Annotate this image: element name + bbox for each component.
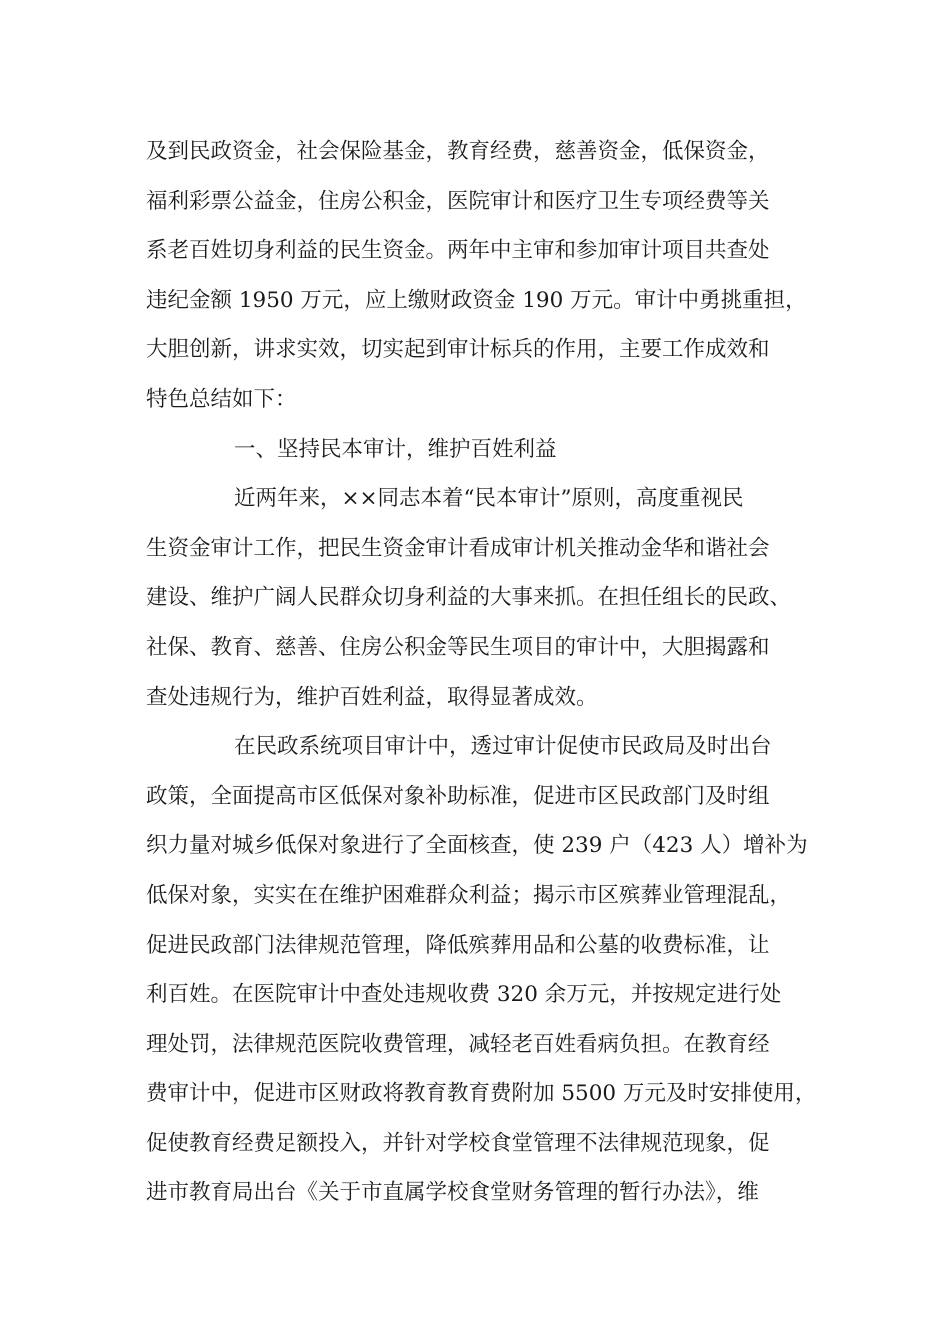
text-line: 特色总结如下： xyxy=(146,386,297,412)
text-line: 查处违规行为，维护百姓利益，取得显著成效。 xyxy=(146,684,598,710)
paragraph-first-line: 近两年来，××同志本着“民本审计”原则，高度重视民 xyxy=(234,486,744,512)
text-line: 低保对象，实实在在维护困难群众利益；揭示市区殡葬业管理混乱， xyxy=(146,882,792,908)
text-line: 违纪金额 1950 万元，应上缴财政资金 190 万元。审计中勇挑重担， xyxy=(146,287,807,313)
text-line: 大胆创新，讲求实效，切实起到审计标兵的作用，主要工作成效和 xyxy=(146,337,770,363)
text-line: 进市教育局出台《关于市直属学校食堂财务管理的暂行办法》，维 xyxy=(146,1180,759,1206)
text-line: 织力量对城乡低保对象进行了全面核查，使 239 户（423 人）增补为 xyxy=(146,833,808,859)
text-line: 福利彩票公益金，住房公积金，医院审计和医疗卫生专项经费等关 xyxy=(146,188,770,214)
text-line: 促使教育经费足额投入，并针对学校食堂管理不法律规范现象，促 xyxy=(146,1130,770,1156)
paragraph-first-line: 在民政系统项目审计中，透过审计促使市民政局及时出台 xyxy=(234,734,772,760)
text-line: 生资金审计工作，把民生资金审计看成审计机关推动金华和谐社会 xyxy=(146,535,770,561)
text-line: 社保、教育、慈善、住房公积金等民生项目的审计中，大胆揭露和 xyxy=(146,634,770,660)
text-line: 理处罚，法律规范医院收费管理，减轻老百姓看病负担。在教育经 xyxy=(146,1031,770,1057)
section-heading: 一、坚持民本审计，维护百姓利益 xyxy=(234,436,557,462)
text-line: 系老百姓切身利益的民生资金。两年中主审和参加审计项目共查处 xyxy=(146,238,770,264)
text-line: 利百姓。在医院审计中查处违规收费 320 余万元，并按规定进行处 xyxy=(146,982,782,1008)
text-line: 政策，全面提高市区低保对象补助标准，促进市区民政部门及时组 xyxy=(146,783,770,809)
document-body xyxy=(146,127,816,1218)
text-line: 费审计中，促进市区财政将教育教育费附加 5500 万元及时安排使用， xyxy=(146,1081,817,1107)
text-line: 建设、维护广阔人民群众切身利益的大事来抓。在担任组长的民政、 xyxy=(146,585,792,611)
text-line: 及到民政资金，社会保险基金，教育经费，慈善资金，低保资金， xyxy=(146,139,770,164)
text-line: 促进民政部门法律规范管理，降低殡葬用品和公墓的收费标准，让 xyxy=(146,932,770,958)
